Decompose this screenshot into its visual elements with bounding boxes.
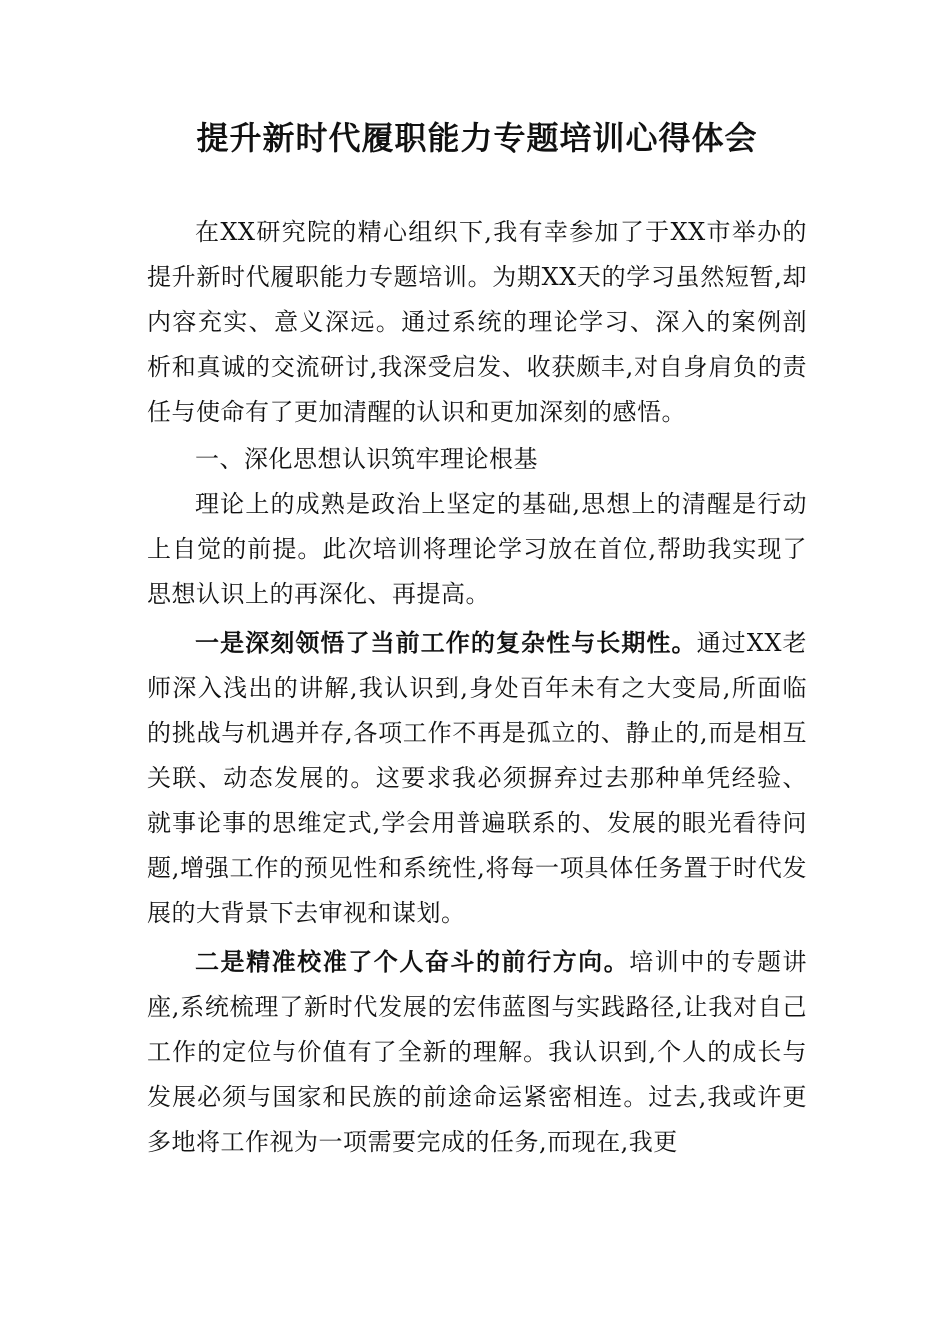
section-heading: 一、深化思想认识筑牢理论根基 bbox=[195, 445, 538, 473]
point-lead-1: 一是深刻领悟了当前工作的复杂性与长期性。 bbox=[195, 628, 697, 657]
point-body-1: 通过XX老师深入浅出的讲解,我认识到,身处百年未有之大变局,所面临的挑战与机遇并存,各项工作不再是孤立的、静止的,而是相互关联、动态发展的。这要求我必须摒弃过去那种单凭经验、就事论事的思维定式,学会用普遍联系的、发展的眼光看待问题,增强工作的预见性和系统性,将每一项具体任务置于时代发展的大背景下去审视和谋划。 bbox=[147, 629, 808, 927]
section-paragraph: 理论上的成熟是政治上坚定的基础,思想上的清醒是行动上自觉的前提。此次培训将理论学习放在首位,帮助我实现了思想认识上的再深化、再提高。 bbox=[147, 490, 807, 608]
point-paragraph-2 bbox=[147, 939, 807, 1165]
point-lead-2: 二是精准校准了个人奋斗的前行方向。 bbox=[195, 947, 630, 976]
intro-paragraph: 在XX研究院的精心组织下,我有幸参加了于XX市举办的提升新时代履职能力专题培训。为期XX天的学习虽然短暂,却内容充实、意义深远。通过系统的理论学习、深入的案例剖析和真诚的交流研讨,我深受启发、收获颇丰,对自身肩负的责任与使命有了更加清醒的认识和更加深刻的感悟。 bbox=[147, 218, 807, 426]
document-title: 提升新时代履职能力专题培训心得体会 bbox=[196, 119, 758, 157]
point-paragraph-1 bbox=[147, 620, 807, 936]
document-page bbox=[147, 0, 807, 1165]
point-body-2: 培训中的专题讲座,系统梳理了新时代发展的宏伟蓝图与实践路径,让我对自己工作的定位与价值有了全新的理解。我认识到,个人的成长与发展必须与国家和民族的前途命运紧密相连。过去,我或许更多地将工作视为一项需要完成的任务,而现在,我更 bbox=[147, 948, 808, 1156]
